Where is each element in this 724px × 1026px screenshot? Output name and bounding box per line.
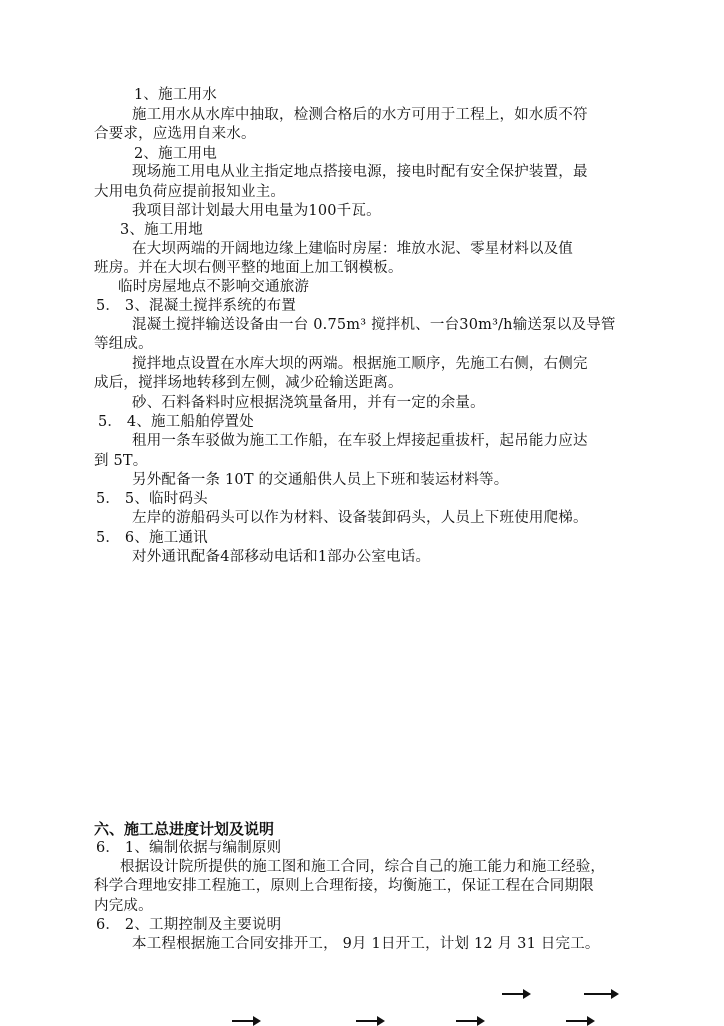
arrow-right-icon — [356, 1020, 378, 1022]
arrow-right-icon — [584, 993, 612, 995]
paragraph-line: 内完成。 — [94, 898, 153, 914]
paragraph-line: 6． 1、编制依据与编制原则 — [96, 840, 282, 856]
paragraph-line: 另外配备一条 10T 的交通船供人员上下班和装运材料等。 — [132, 472, 509, 488]
paragraph-line: 大用电负荷应提前报知业主。 — [94, 184, 286, 200]
paragraph-line: 6． 2、工期控制及主要说明 — [96, 917, 282, 933]
paragraph-line: 在大坝两端的开阔地边缘上建临时房屋：堆放水泥、零星材料以及值 — [132, 241, 573, 257]
paragraph-line: 5． 4、施工船舶停置处 — [98, 414, 254, 430]
paragraph-line: 班房。并在大坝右侧平整的地面上加工钢模板。 — [94, 260, 403, 276]
arrow-right-icon — [232, 1020, 254, 1022]
paragraph-line: 科学合理地安排工程施工，原则上合理衔接，均衡施工，保证工程在合同期限 — [94, 878, 594, 894]
paragraph-line: 合要求，应选用自来水。 — [94, 126, 256, 142]
paragraph-line: 对外通讯配备4部移动电话和1部办公室电话。 — [132, 549, 431, 565]
paragraph-line: 左岸的游船码头可以作为材料、设备装卸码头，人员上下班使用爬梯。 — [132, 510, 588, 526]
paragraph-line: 3、施工用地 — [120, 222, 203, 238]
paragraph-line: 根据设计院所提供的施工图和施工合同，综合自己的施工能力和施工经验， — [120, 859, 606, 875]
paragraph-line: 本工程根据施工合同安排开工， 9月 1日开工，计划 12 月 31 日完工。 — [132, 936, 600, 952]
paragraph-line: 2、施工用电 — [134, 146, 217, 162]
paragraph-line: 临时房屋地点不影响交通旅游 — [118, 279, 310, 295]
paragraph-line: 1、施工用水 — [134, 87, 217, 103]
paragraph-line: 等组成。 — [94, 336, 153, 352]
paragraph-line: 5． 5、临时码头 — [96, 491, 208, 507]
paragraph-line: 租用一条车驳做为施工工作船，在车驳上焊接起重拔杆，起吊能力应达 — [132, 433, 588, 449]
section-heading: 六、施工总进度计划及说明 — [94, 820, 275, 838]
paragraph-line: 到 5T。 — [94, 453, 148, 469]
arrow-right-icon — [566, 1020, 588, 1022]
paragraph-line: 我项目部计划最大用电量为100千瓦。 — [132, 203, 381, 219]
paragraph-line: 成后，搅拌场地转移到左侧，减少砼输送距离。 — [94, 375, 403, 391]
arrow-right-icon — [502, 993, 524, 995]
paragraph-line: 5． 3、混凝土搅拌系统的布置 — [96, 298, 297, 314]
paragraph-line: 5． 6、施工通讯 — [96, 530, 208, 546]
paragraph-line: 施工用水从水库中抽取，检测合格后的水方可用于工程上，如水质不符 — [132, 107, 588, 123]
paragraph-line: 搅拌地点设置在水库大坝的两端。根据施工顺序，先施工右侧，右侧完 — [132, 356, 588, 372]
arrow-right-icon — [456, 1020, 478, 1022]
paragraph-line: 混凝土搅拌输送设备由一台 0.75m³ 搅拌机、一台30m³/h输送泵以及导管 — [132, 317, 616, 333]
paragraph-line: 砂、石料备料时应根据浇筑量备用，并有一定的余量。 — [132, 395, 485, 411]
paragraph-line: 现场施工用电从业主指定地点搭接电源，接电时配有安全保护装置，最 — [132, 164, 588, 180]
